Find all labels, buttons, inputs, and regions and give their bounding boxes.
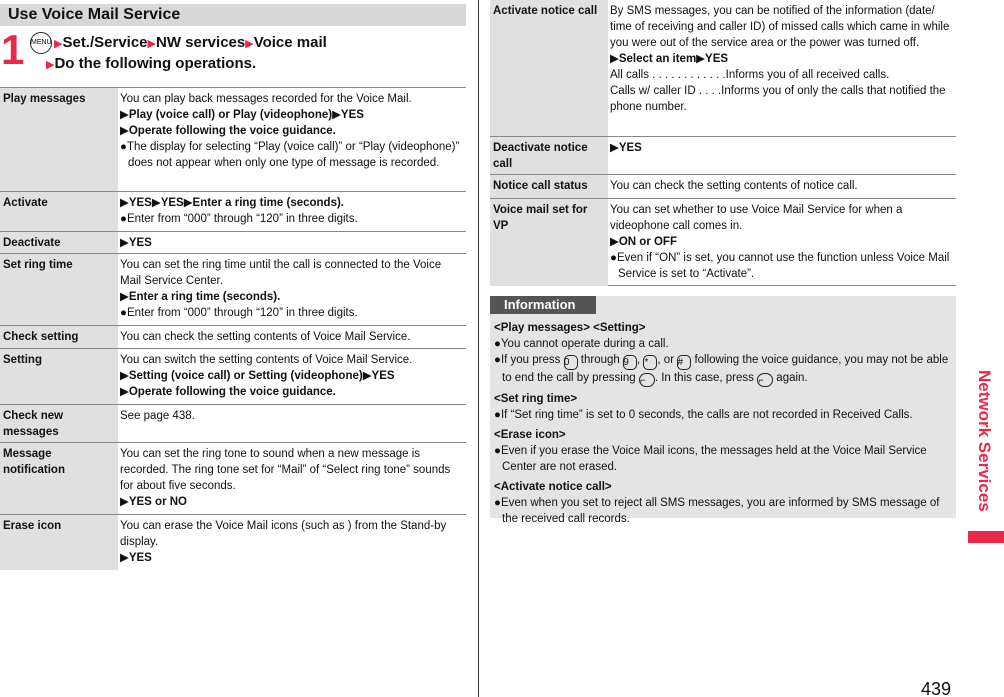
row-text: ●Even if “ON” is set, you cannot use the function unless Voice Mail Service is set to “Activate”.	[610, 252, 950, 280]
row-value	[608, 199, 956, 285]
information-body	[494, 316, 952, 527]
info-fragment: again.	[776, 372, 808, 384]
row-key: Set ring time	[0, 254, 118, 326]
row-text: ▶YES	[120, 552, 152, 564]
row-key: Check new messages	[0, 405, 118, 443]
row-text: You can check the setting contents of notice call.	[610, 180, 858, 192]
row-text: ●Enter from “000” through “120” in three digits.	[120, 213, 358, 225]
chapter-tab-marker	[968, 531, 1004, 543]
step-number: 1	[1, 26, 25, 73]
row-text: See page 438.	[120, 410, 195, 422]
row-value	[608, 0, 956, 118]
key-0-icon: 0	[564, 355, 578, 370]
step-path-3: Voice mail	[253, 33, 327, 51]
info-text: ●You cannot operate during a call.	[494, 338, 669, 350]
row-value	[118, 515, 466, 569]
table-row	[490, 136, 956, 174]
row-key: Activate	[0, 192, 118, 232]
table-row	[0, 191, 466, 231]
section-title: Use Voice Mail Service	[8, 6, 181, 23]
table-row	[0, 348, 466, 404]
step-instruction-line1	[30, 32, 327, 54]
end-key-icon: ⌐	[757, 373, 773, 387]
info-heading: <Erase icon>	[494, 429, 566, 441]
info-heading: <Set ring time>	[494, 393, 578, 405]
row-key: Check setting	[0, 326, 118, 349]
row-key: Activate notice call	[490, 0, 608, 136]
row-text: You can set whether to use Voice Mail Service for when a videophone call comes in.	[610, 204, 903, 232]
row-text: ▶YES or NO	[120, 496, 187, 508]
chapter-label: Network Services	[975, 370, 994, 512]
row-key: Setting	[0, 349, 118, 405]
info-text: ●If “Set ring time” is set to 0 seconds, the calls are not recorded in Received Calls.	[494, 409, 913, 421]
section-header	[0, 4, 466, 26]
row-text: You can erase the Voice Mail icons (such as ) from the Stand-by display.	[120, 520, 447, 548]
table-row	[490, 198, 956, 286]
row-text: You can switch the setting contents of Voice Mail Service.	[120, 354, 413, 366]
row-text: By SMS messages, you can be notified of the information (date/ time of receiving and caller ID) of missed calls which came in while you were out of the service area or the power was turned off.	[610, 5, 950, 49]
row-value	[118, 443, 466, 513]
table-row	[0, 442, 466, 514]
row-text: ▶ON or OFF	[610, 236, 677, 248]
row-text: You can set the ring tone to sound when a new message is recorded. The ring tone set for “Mail” of “Select ring tone” sounds for about five seconds.	[120, 448, 451, 492]
row-value	[118, 405, 466, 427]
menu-key-icon: MENU	[30, 32, 52, 54]
row-key: Voice mail set for VP	[490, 199, 608, 286]
row-value	[608, 137, 956, 159]
step-line2-text: Do the following operations.	[54, 55, 257, 72]
row-text: ▶Enter a ring time (seconds).	[120, 291, 281, 303]
table-row	[0, 87, 466, 190]
key-star-icon: *	[643, 355, 657, 370]
row-text: You can play back messages recorded for the Voice Mail.	[120, 93, 412, 105]
info-fragment: or	[663, 354, 675, 366]
row-value	[118, 349, 466, 403]
row-text: ▶Operate following the voice guidance.	[120, 125, 336, 137]
info-fragment: through	[580, 354, 620, 366]
end-key-icon: ⌐	[639, 373, 655, 387]
row-value	[118, 88, 466, 174]
information-tab: Information	[490, 296, 596, 314]
row-value	[118, 192, 466, 230]
key-hash-icon: #	[677, 355, 691, 370]
info-text: ●Even when you set to reject all SMS messages, you are informed by SMS message of the received call records.	[494, 497, 940, 525]
table-row	[0, 404, 466, 442]
table-row	[0, 325, 466, 348]
row-text: ▶YES	[610, 142, 642, 154]
row-key: Erase icon	[0, 515, 118, 570]
arrow-icon: ▶	[54, 37, 63, 50]
info-text: ●Even if you erase the Voice Mail icons, the messages held at the Voice Mail Service Center are not erased.	[494, 445, 927, 473]
key-9-icon: 9	[623, 355, 637, 370]
step-instruction-line2	[46, 54, 256, 75]
row-key: Message notification	[0, 443, 118, 515]
arrow-icon: ▶	[147, 37, 156, 50]
row-key: Deactivate notice call	[490, 137, 608, 175]
row-value	[608, 175, 956, 197]
row-text: ●The display for selecting “Play (voice call)” or “Play (videophone)” does not appear when only one type of message is recorded.	[120, 141, 460, 169]
row-text: All calls . . . . . . . . . . . .Informs you of all received calls.	[610, 69, 890, 81]
table-row	[0, 253, 466, 325]
row-value	[118, 326, 466, 348]
page-number: 439	[921, 679, 952, 697]
info-fragment: following the voice guidance, you may not be able to end the call by pressing	[502, 354, 949, 384]
info-fragment: . In this case, press	[654, 372, 754, 384]
info-heading: <Play messages> <Setting>	[494, 322, 646, 334]
row-text: ▶Operate following the voice guidance.	[120, 386, 336, 398]
column-divider	[478, 0, 479, 697]
table-row	[0, 231, 466, 253]
step-path-2: NW services	[156, 33, 246, 51]
chapter-sidebar	[964, 370, 996, 530]
row-text: ▶YES▶YES▶Enter a ring time (seconds).	[120, 197, 345, 209]
info-text: ●If you press 0 through 9 , * , or # following the voice guidance, you may not be able to end the call by pressing ⌐ . In this case, press ⌐ again.	[494, 354, 949, 385]
row-text: ▶Select an item▶YES	[610, 53, 729, 65]
row-text: ●Enter from “000” through “120” in three digits.	[120, 307, 358, 319]
table-row	[0, 514, 466, 569]
table-row	[490, 174, 956, 198]
row-key: Deactivate	[0, 232, 118, 254]
row-value	[118, 254, 466, 324]
table-row	[490, 0, 956, 136]
row-text: Calls w/ caller ID . . . .Informs you of only the calls that notified the phone number.	[610, 85, 946, 113]
row-text: ▶Play (voice call) or Play (videophone)▶YES	[120, 109, 364, 121]
step-path-1: Set./Service	[62, 33, 148, 51]
row-value	[118, 232, 466, 254]
arrow-icon: ▶	[46, 59, 55, 71]
info-fragment: ●If you press	[494, 354, 561, 366]
row-text: You can check the setting contents of Voice Mail Service.	[120, 331, 411, 343]
row-key: Play messages	[0, 88, 118, 191]
row-text: ▶YES	[120, 237, 152, 249]
arrow-icon: ▶	[245, 37, 254, 50]
info-heading: <Activate notice call>	[494, 481, 612, 493]
row-text: You can set the ring time until the call is connected to the Voice Mail Service Center.	[120, 259, 442, 287]
row-text: ▶Setting (voice call) or Setting (videophone)▶YES	[120, 370, 395, 382]
row-key: Notice call status	[490, 175, 608, 199]
